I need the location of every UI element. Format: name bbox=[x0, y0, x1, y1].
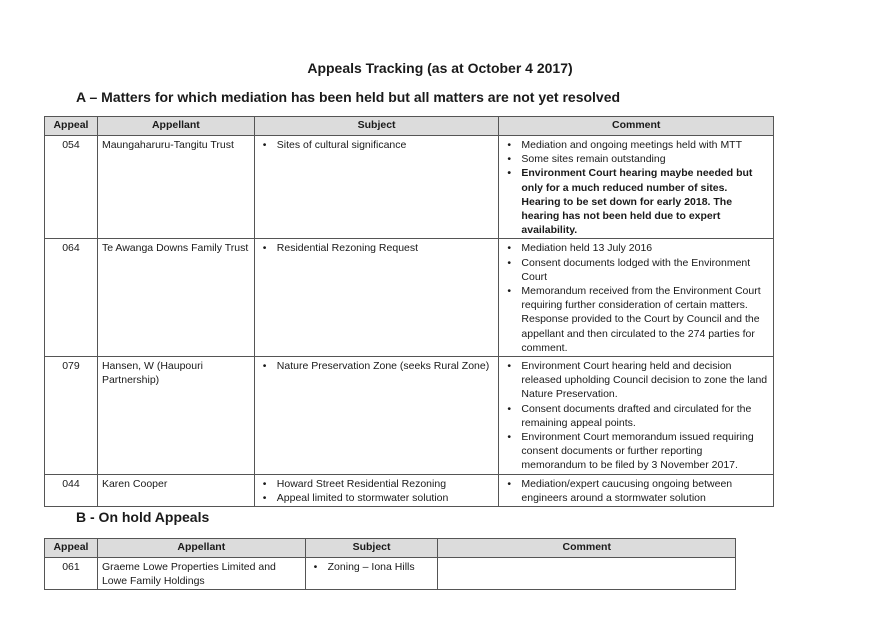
subject-list bbox=[259, 138, 495, 152]
subject-item: • Zoning – Iona Hills bbox=[310, 560, 434, 574]
appellant-name: Maungaharuru-Tangitu Trust bbox=[97, 136, 254, 239]
appellant-name: Karen Cooper bbox=[97, 474, 254, 506]
column-header-comment: Comment bbox=[499, 117, 774, 136]
column-header-appellant: Appellant bbox=[97, 117, 254, 136]
comment-list bbox=[503, 138, 769, 237]
comment-item: • Environment Court memorandum issued requiring consent documents or further reporting memorandum to be filed by 3 November 2017. bbox=[503, 430, 769, 473]
section-b-heading: B - On hold Appeals bbox=[76, 509, 210, 525]
column-header-appellant: Appellant bbox=[97, 539, 305, 558]
column-header-appeal: Appeal bbox=[45, 117, 98, 136]
comment-list bbox=[503, 359, 769, 473]
subject-list bbox=[259, 241, 495, 255]
subject-item: • Sites of cultural significance bbox=[259, 138, 495, 152]
table-row bbox=[45, 239, 774, 357]
table-header-row bbox=[45, 117, 774, 136]
appellant-name: Te Awanga Downs Family Trust bbox=[97, 239, 254, 357]
appeal-number: 079 bbox=[45, 357, 98, 475]
table-row bbox=[45, 357, 774, 475]
subject-list bbox=[259, 359, 495, 373]
comment-list bbox=[503, 241, 769, 355]
comment-item: • Consent documents lodged with the Environment Court bbox=[503, 256, 769, 284]
comment-item: • Mediation and ongoing meetings held with MTT bbox=[503, 138, 769, 152]
appeal-number: 054 bbox=[45, 136, 98, 239]
appeal-number: 044 bbox=[45, 474, 98, 506]
subject-item: • Nature Preservation Zone (seeks Rural Zone) bbox=[259, 359, 495, 373]
comment-item: • Environment Court hearing maybe needed but only for a much reduced number of sites. Hearing to be set down for early 2018. The hearing has not been held due to expert availability. bbox=[503, 166, 769, 237]
column-header-subject: Subject bbox=[305, 539, 438, 558]
subject-item: • Howard Street Residential Rezoning bbox=[259, 477, 495, 491]
subject-item: • Residential Rezoning Request bbox=[259, 241, 495, 255]
matters-mediation-table bbox=[44, 116, 774, 507]
comment-item: • Memorandum received from the Environment Court requiring further consideration of certain matters. Response provided to the Court by Council and the appellant and then circulated to the 274 parties for comment. bbox=[503, 284, 769, 355]
comment-item: • Mediation/expert caucusing ongoing between engineers around a stormwater solution bbox=[503, 477, 769, 505]
appeal-number: 064 bbox=[45, 239, 98, 357]
on-hold-appeals-table bbox=[44, 538, 736, 590]
comment-list bbox=[503, 477, 769, 505]
subject-item: • Appeal limited to stormwater solution bbox=[259, 491, 495, 505]
column-header-subject: Subject bbox=[254, 117, 499, 136]
appellant-name: Hansen, W (Haupouri Partnership) bbox=[97, 357, 254, 475]
table-header-row bbox=[45, 539, 736, 558]
section-a-heading: A – Matters for which mediation has been held but all matters are not yet resolved bbox=[76, 89, 621, 105]
subject-list bbox=[310, 560, 434, 574]
subject-list bbox=[259, 477, 495, 505]
comment-item: • Mediation held 13 July 2016 bbox=[503, 241, 769, 255]
comment-item: • Some sites remain outstanding bbox=[503, 152, 769, 166]
comment-cell bbox=[438, 558, 736, 590]
column-header-comment: Comment bbox=[438, 539, 736, 558]
document-title: Appeals Tracking (as at October 4 2017) bbox=[307, 60, 573, 76]
table-row bbox=[45, 474, 774, 506]
comment-item: • Environment Court hearing held and decision released upholding Council decision to zone the land Nature Preservation. bbox=[503, 359, 769, 402]
appeal-number: 061 bbox=[45, 558, 98, 590]
table-row bbox=[45, 558, 736, 590]
table-row bbox=[45, 136, 774, 239]
column-header-appeal: Appeal bbox=[45, 539, 98, 558]
comment-item: • Consent documents drafted and circulated for the remaining appeal points. bbox=[503, 402, 769, 430]
appellant-name: Graeme Lowe Properties Limited and Lowe Family Holdings bbox=[97, 558, 305, 590]
